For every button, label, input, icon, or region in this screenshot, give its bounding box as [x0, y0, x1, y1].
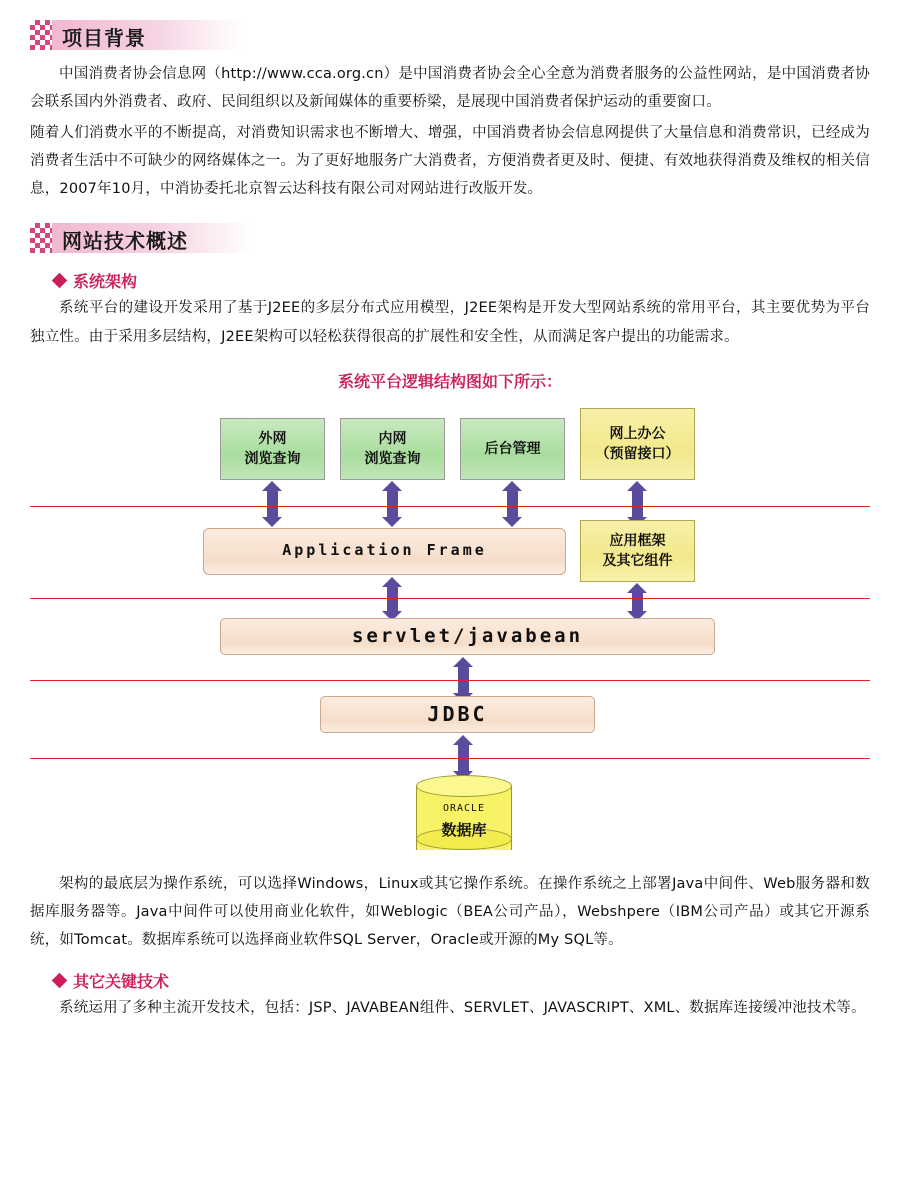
architecture-diagram	[30, 400, 870, 870]
diagram-database-cylinder	[416, 775, 512, 861]
diagram-box-application-frame: Application Frame	[203, 528, 566, 575]
box-line-2: 浏览查询	[364, 450, 421, 467]
section-title: 项目背景	[62, 26, 146, 50]
diagram-box-jdbc: JDBC	[320, 696, 595, 733]
diagram-divider-3	[30, 680, 870, 681]
diagram-box-internal-network	[340, 418, 445, 480]
diagram-box-servlet-javabean: servlet/javabean	[220, 618, 715, 655]
diagram-caption: 系统平台逻辑结构图如下所示：	[337, 371, 562, 391]
database-label-cn: 数据库	[441, 820, 487, 839]
diagram-divider-2	[30, 598, 870, 599]
diamond-bullet-icon	[52, 273, 68, 289]
subheading-other-key-tech	[54, 969, 870, 992]
subheading-system-architecture	[54, 269, 870, 292]
section-header-tech-overview	[30, 221, 870, 255]
checker-pattern-icon	[30, 20, 52, 50]
box-line-2: 浏览查询	[244, 450, 301, 467]
diamond-bullet-icon	[52, 972, 68, 988]
cylinder-top	[416, 775, 512, 797]
arrow-frame-to-servlet	[387, 586, 398, 612]
paragraph-architecture: 系统平台的建设开发采用了基于J2EE的多层分布式应用模型，J2EE架构是开发大型网站系统的常用平台，其主要优势为平台独立性。由于采用多层结构，J2EE架构可以轻松获得很高的扩展性和安全性，从而满足客户提出的功能需求。	[30, 300, 870, 345]
paragraph-background-1: 中国消费者协会信息网（http://www.cca.org.cn）是中国消费者协会全心全意为消费者服务的公益性网站，是中国消费者协会联系国内外消费者、政府、民间组织以及新闻媒体的重要桥梁，是展现中国消费者保护运动的重要窗口。	[30, 66, 870, 111]
arrow-external-to-frame	[267, 490, 278, 518]
diagram-box-external-network	[220, 418, 325, 480]
box-line-1: 网上办公	[609, 425, 666, 442]
arrow-internal-to-frame	[387, 490, 398, 518]
paragraph-architecture-detail: 架构的最底层为操作系统，可以选择Windows，Linux或其它操作系统。在操作系统之上部署Java中间件、Web服务器和数据库服务器等。Java中间件可以使用商业化软件，如Weblogic（BEA公司产品），Webshpere（IBM公司产品）或其它开源系统，如Tomcat。数据库系统可以选择商业软件SQL Server，Oracle或开源的My SQL等。	[30, 875, 870, 949]
arrow-framework-to-servlet	[632, 592, 643, 612]
section-title: 网站技术概述	[62, 229, 188, 254]
paragraph-other-key-tech: 系统运用了多种主流开发技术，包括：JSP、JAVABEAN组件、SERVLET、JAVASCRIPT、XML、数据库连接缓冲池技术等。	[59, 999, 866, 1016]
box-line-1: 后台管理	[484, 440, 541, 457]
subheading-label: 其它关键技术	[73, 971, 170, 991]
arrow-backend-to-frame	[507, 490, 518, 518]
arrow-office-to-framework	[632, 490, 643, 518]
box-line-2: （预留接口）	[595, 445, 680, 462]
diagram-box-backend-management	[460, 418, 565, 480]
subheading-label: 系统架构	[73, 272, 138, 292]
diagram-box-framework-components	[580, 520, 695, 582]
diagram-box-online-office	[580, 408, 695, 480]
box-line-1: 应用框架	[609, 532, 666, 549]
box-line-1: 内网	[378, 430, 407, 447]
document-page	[0, 18, 900, 1191]
paragraph-background-2: 随着人们消费水平的不断提高，对消费知识需求也不断增大、增强，中国消费者协会信息网提供了大量信息和消费常识，已经成为消费者生活中不可缺少的网络媒体之一。为了更好地服务广大消费者，方便消费者更及时、便捷、有效地获得消费及维权的相关信息，2007年10月，中消协委托北京智云达科技有限公司对网站进行改版开发。	[30, 124, 870, 198]
box-line-1: 外网	[258, 430, 287, 447]
section-header-project-background	[30, 18, 870, 52]
diagram-divider-1	[30, 506, 870, 507]
box-line-2: 及其它组件	[602, 552, 673, 569]
checker-pattern-icon	[30, 223, 52, 253]
diagram-divider-4	[30, 758, 870, 759]
database-label-en: ORACLE	[442, 802, 486, 814]
